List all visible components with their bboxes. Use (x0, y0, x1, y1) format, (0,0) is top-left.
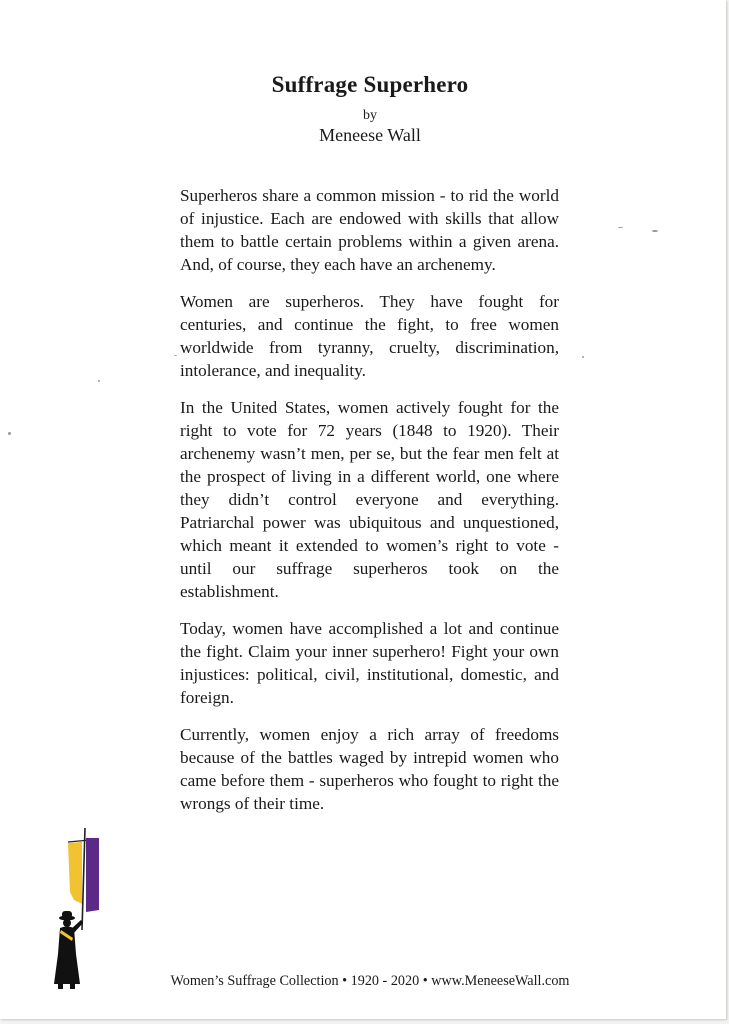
paragraph: Superheros share a common mission - to rid the world of injustice. Each are endowed with skills that allow them to battle certain problems within a given arena. And, of course, they each have an archenemy. (180, 186, 559, 274)
essay-body (180, 184, 559, 829)
scan-speck (582, 356, 584, 358)
scan-speck (98, 380, 100, 382)
suffragette-banner-icon (46, 826, 116, 994)
paragraph: Today, women have accomplished a lot and continue the fight. Claim your inner superhero! Fight your own injustices: political, civil, institutional, domestic, and foreign. (180, 619, 559, 707)
purple-banner (86, 838, 99, 912)
paragraph: Women are superheros. They have fought for centuries, and continue the fight, to free women worldwide from tyranny, cruelty, discrimination, intolerance, and inequality. (180, 292, 559, 380)
paragraph: In the United States, women actively fought for the right to vote for 72 years (1848 to 1920). Their archenemy wasn’t men, per se, but the fear men felt at the prospect of living in a different world, one where they didn’t control everyone and everything. Patriarchal power was ubiquitous and unquestioned, which meant it extended to women’s right to vote - until our suffrage superheros took on the establishment. (180, 398, 559, 601)
byline: by (363, 108, 377, 123)
scan-speck (174, 355, 177, 356)
scan-speck (652, 230, 658, 232)
gold-banner (68, 842, 82, 904)
banner-pole (82, 828, 85, 930)
paragraph: Currently, women enjoy a rich array of freedoms because of the battles waged by intrepid women who came before them - superheros who fought to right the wrongs of their time. (180, 725, 559, 813)
scan-speck (618, 227, 623, 228)
scan-speck (8, 432, 11, 435)
page-title: Suffrage Superhero (271, 72, 469, 97)
footer-text: Women’s Suffrage Collection • 1920 - 2020 • www.MeneeseWall.com (170, 973, 570, 989)
author-name: Meneese Wall (319, 125, 421, 145)
